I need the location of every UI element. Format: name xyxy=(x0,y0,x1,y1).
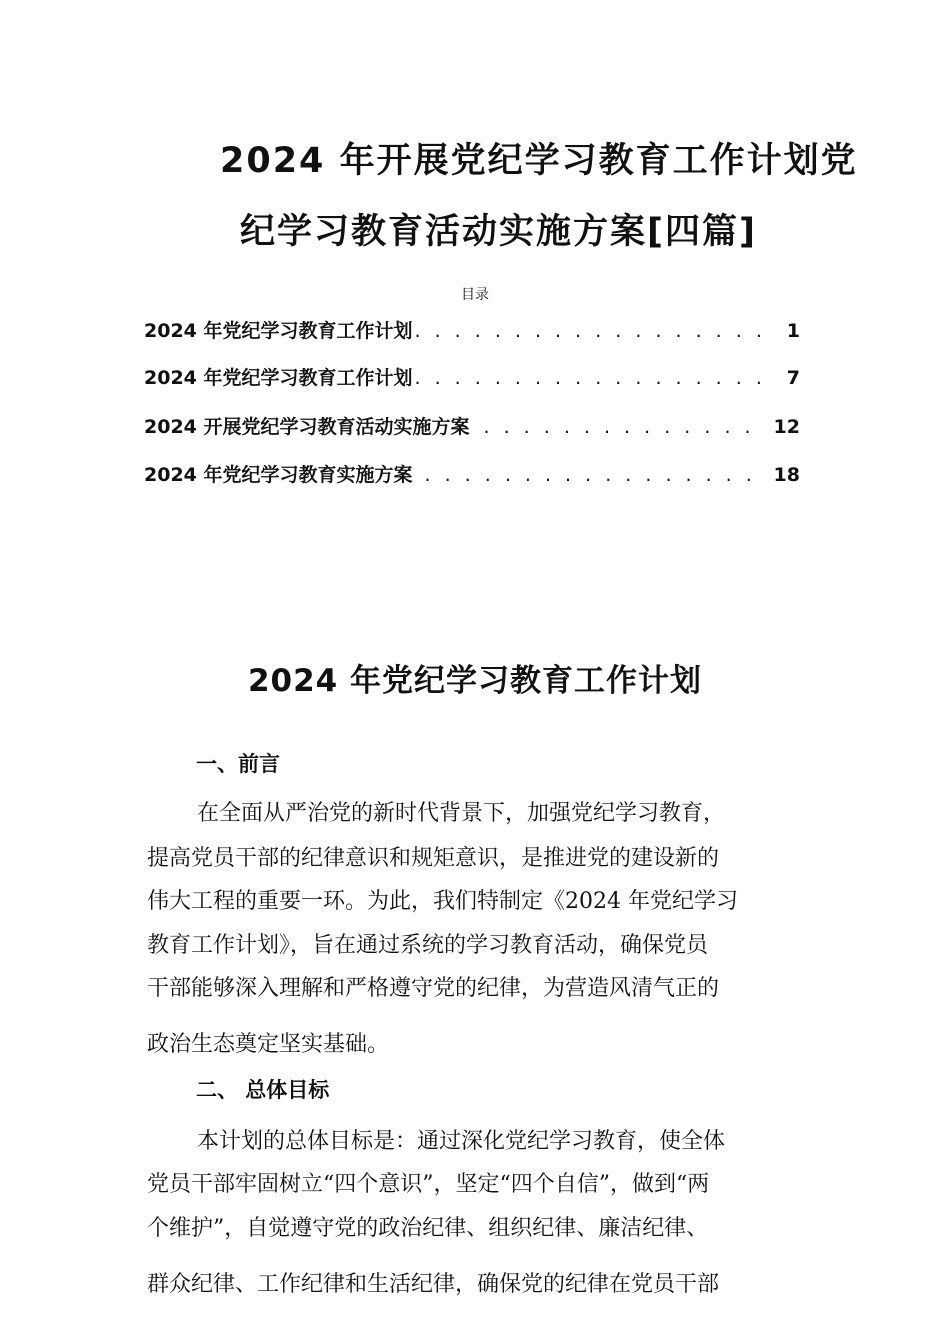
toc-entry[interactable] xyxy=(144,363,800,393)
toc-entry-title: 2024 年党纪学习教育实施方案 xyxy=(144,464,413,486)
paragraph-line: 政治生态奠定坚实基础。 xyxy=(147,1032,390,1057)
toc-label: 目录 xyxy=(461,287,489,303)
paragraph-line: 在全面从严治党的新时代背景下，加强党纪学习教育， xyxy=(197,801,726,826)
toc-entry-title: 2024 年党纪学习教育工作计划 xyxy=(144,320,413,342)
toc-entry-title: 2024 开展党纪学习教育活动实施方案 xyxy=(144,416,470,438)
toc-leader-dots xyxy=(415,320,769,342)
toc-entry-page: 7 xyxy=(786,367,800,389)
toc-entry[interactable] xyxy=(144,316,800,346)
toc-entry-title: 2024 年党纪学习教育工作计划 xyxy=(144,367,413,389)
toc-leader-dots xyxy=(425,464,764,486)
paragraph-line: 本计划的总体目标是：通过深化党纪学习教育，使全体 xyxy=(197,1129,726,1154)
document-title-line-1: 2024 年开展党纪学习教育工作计划党 xyxy=(220,141,858,181)
toc-entry-page: 1 xyxy=(786,320,800,342)
paragraph-line: 教育工作计划》，旨在通过系统的学习教育活动，确保党员 xyxy=(147,933,709,958)
section-heading-overall-goal: 二、 总体目标 xyxy=(196,1078,330,1102)
toc-leader-dots xyxy=(415,367,769,389)
section-title: 2024 年党纪学习教育工作计划 xyxy=(247,663,703,699)
paragraph-line: 个维护”，自觉遵守党的政治纪律、组织纪律、廉洁纪律、 xyxy=(147,1216,709,1241)
paragraph-line: 干部能够深入理解和严格遵守党的纪律，为营造风清气正的 xyxy=(147,976,720,1001)
paragraph-line: 提高党员干部的纪律意识和规矩意识，是推进党的建设新的 xyxy=(147,846,720,871)
paragraph-line: 群众纪律、工作纪律和生活纪律，确保党的纪律在党员干部 xyxy=(147,1272,720,1297)
toc-entry[interactable] xyxy=(144,412,800,442)
toc-leader-dots xyxy=(484,416,764,438)
section-heading-preface: 一、前言 xyxy=(196,752,280,776)
document-title-line-2: 纪学习教育活动实施方案[四篇] xyxy=(240,212,757,252)
toc-entry[interactable] xyxy=(144,460,800,490)
paragraph-line: 党员干部牢固树立“四个意识”，坚定“四个自信”，做到“两 xyxy=(147,1172,710,1197)
toc-entry-page: 18 xyxy=(773,464,800,486)
toc-entry-page: 12 xyxy=(773,416,800,438)
paragraph-line: 伟大工程的重要一环。为此，我们特制定《2024 年党纪学习 xyxy=(147,889,738,914)
